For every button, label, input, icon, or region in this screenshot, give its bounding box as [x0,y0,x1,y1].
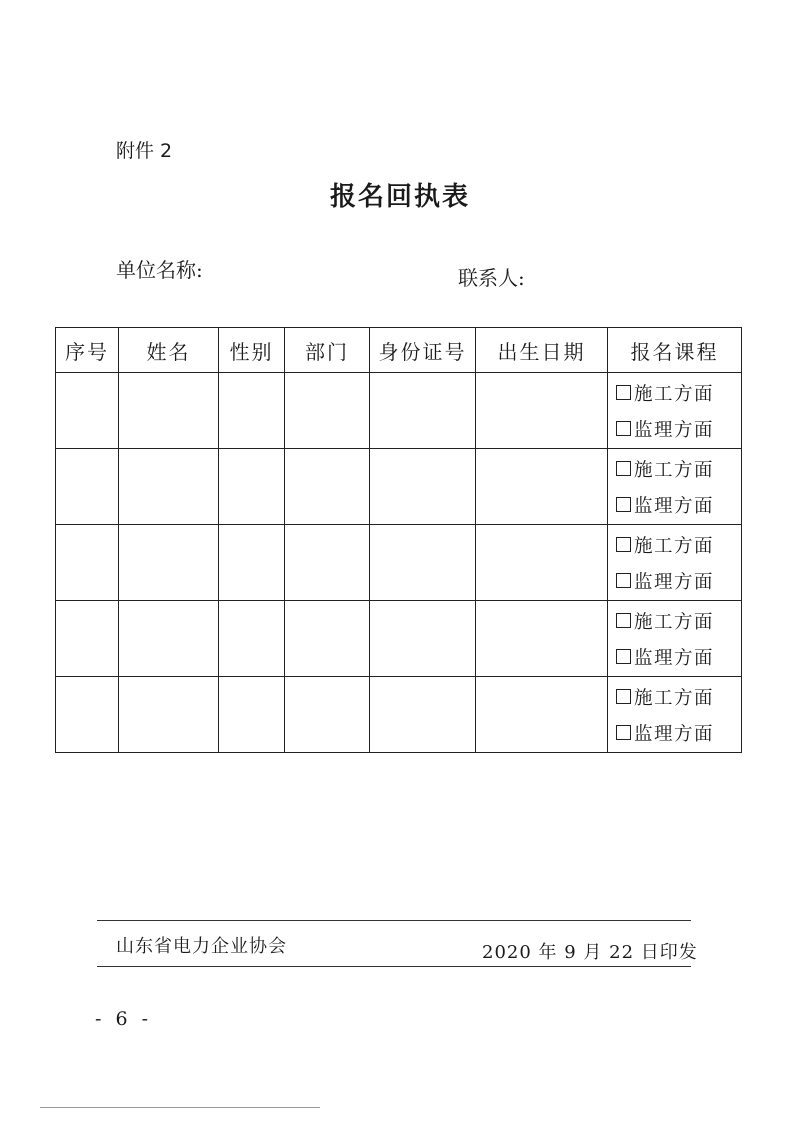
cell-birth-date[interactable] [476,601,608,677]
course-option-label: 施工方面 [634,459,715,481]
cell-department[interactable] [285,449,370,525]
cell-id-number[interactable] [370,373,476,449]
course-option-label: 施工方面 [634,611,715,633]
course-option-label: 施工方面 [634,535,715,557]
page-number: - 6 - [95,1008,153,1030]
course-option-supervision[interactable] [616,411,741,447]
course-option-label: 监理方面 [634,723,715,745]
header-birth-date: 出生日期 [476,328,608,373]
cell-course [608,601,742,677]
cell-index[interactable] [56,525,119,601]
cell-gender[interactable] [219,677,285,753]
course-option-supervision[interactable] [616,563,741,599]
cell-name[interactable] [119,677,219,753]
header-index: 序号 [56,328,119,373]
cell-index[interactable] [56,373,119,449]
checkbox-icon[interactable] [616,573,631,588]
cell-gender[interactable] [219,449,285,525]
course-option-label: 监理方面 [634,571,715,593]
checkbox-icon[interactable] [616,649,631,664]
footer-bottom-rule [97,966,691,967]
attachment-label: 附件 2 [116,140,173,162]
contact-label: 联系人: [458,266,525,290]
course-option-supervision[interactable] [616,487,741,523]
table-row [56,373,742,449]
table-row [56,601,742,677]
cell-department[interactable] [285,677,370,753]
header-name: 姓名 [119,328,219,373]
course-option-label: 监理方面 [634,647,715,669]
cell-department[interactable] [285,525,370,601]
cell-birth-date[interactable] [476,677,608,753]
cell-department[interactable] [285,373,370,449]
header-id-number: 身份证号 [370,328,476,373]
cell-birth-date[interactable] [476,525,608,601]
checkbox-icon[interactable] [616,613,631,628]
cell-name[interactable] [119,449,219,525]
table-row [56,677,742,753]
course-option-label: 监理方面 [634,495,715,517]
cell-name[interactable] [119,525,219,601]
course-option-label: 施工方面 [634,383,715,405]
checkbox-icon[interactable] [616,689,631,704]
course-option-construction[interactable] [616,603,741,639]
cell-id-number[interactable] [370,677,476,753]
checkbox-icon[interactable] [616,385,631,400]
cell-id-number[interactable] [370,601,476,677]
checkbox-icon[interactable] [616,461,631,476]
page-edge-rule [40,1107,320,1108]
cell-gender[interactable] [219,525,285,601]
cell-index[interactable] [56,677,119,753]
header-course: 报名课程 [608,328,742,373]
registration-table [55,327,742,753]
cell-birth-date[interactable] [476,449,608,525]
cell-gender[interactable] [219,601,285,677]
cell-course [608,525,742,601]
cell-department[interactable] [285,601,370,677]
issue-date: 2020 年 9 月 22 日印发 [482,942,698,963]
checkbox-icon[interactable] [616,537,631,552]
course-option-supervision[interactable] [616,715,741,751]
cell-id-number[interactable] [370,525,476,601]
table-row [56,449,742,525]
table-row [56,525,742,601]
checkbox-icon[interactable] [616,497,631,512]
header-department: 部门 [285,328,370,373]
course-option-construction[interactable] [616,375,741,411]
checkbox-icon[interactable] [616,421,631,436]
cell-id-number[interactable] [370,449,476,525]
course-option-label: 监理方面 [634,419,715,441]
issuer-name: 山东省电力企业协会 [116,936,287,957]
course-option-label: 施工方面 [634,687,715,709]
course-option-supervision[interactable] [616,639,741,675]
course-option-construction[interactable] [616,527,741,563]
table-header-row [56,328,742,373]
header-gender: 性别 [219,328,285,373]
cell-course [608,373,742,449]
checkbox-icon[interactable] [616,725,631,740]
cell-birth-date[interactable] [476,373,608,449]
cell-index[interactable] [56,601,119,677]
cell-gender[interactable] [219,373,285,449]
course-option-construction[interactable] [616,451,741,487]
cell-index[interactable] [56,449,119,525]
cell-course [608,449,742,525]
cell-course [608,677,742,753]
form-title: 报名回执表 [329,182,470,212]
cell-name[interactable] [119,373,219,449]
unit-name-label: 单位名称: [116,258,203,282]
footer-top-rule [97,920,691,921]
cell-name[interactable] [119,601,219,677]
course-option-construction[interactable] [616,679,741,715]
